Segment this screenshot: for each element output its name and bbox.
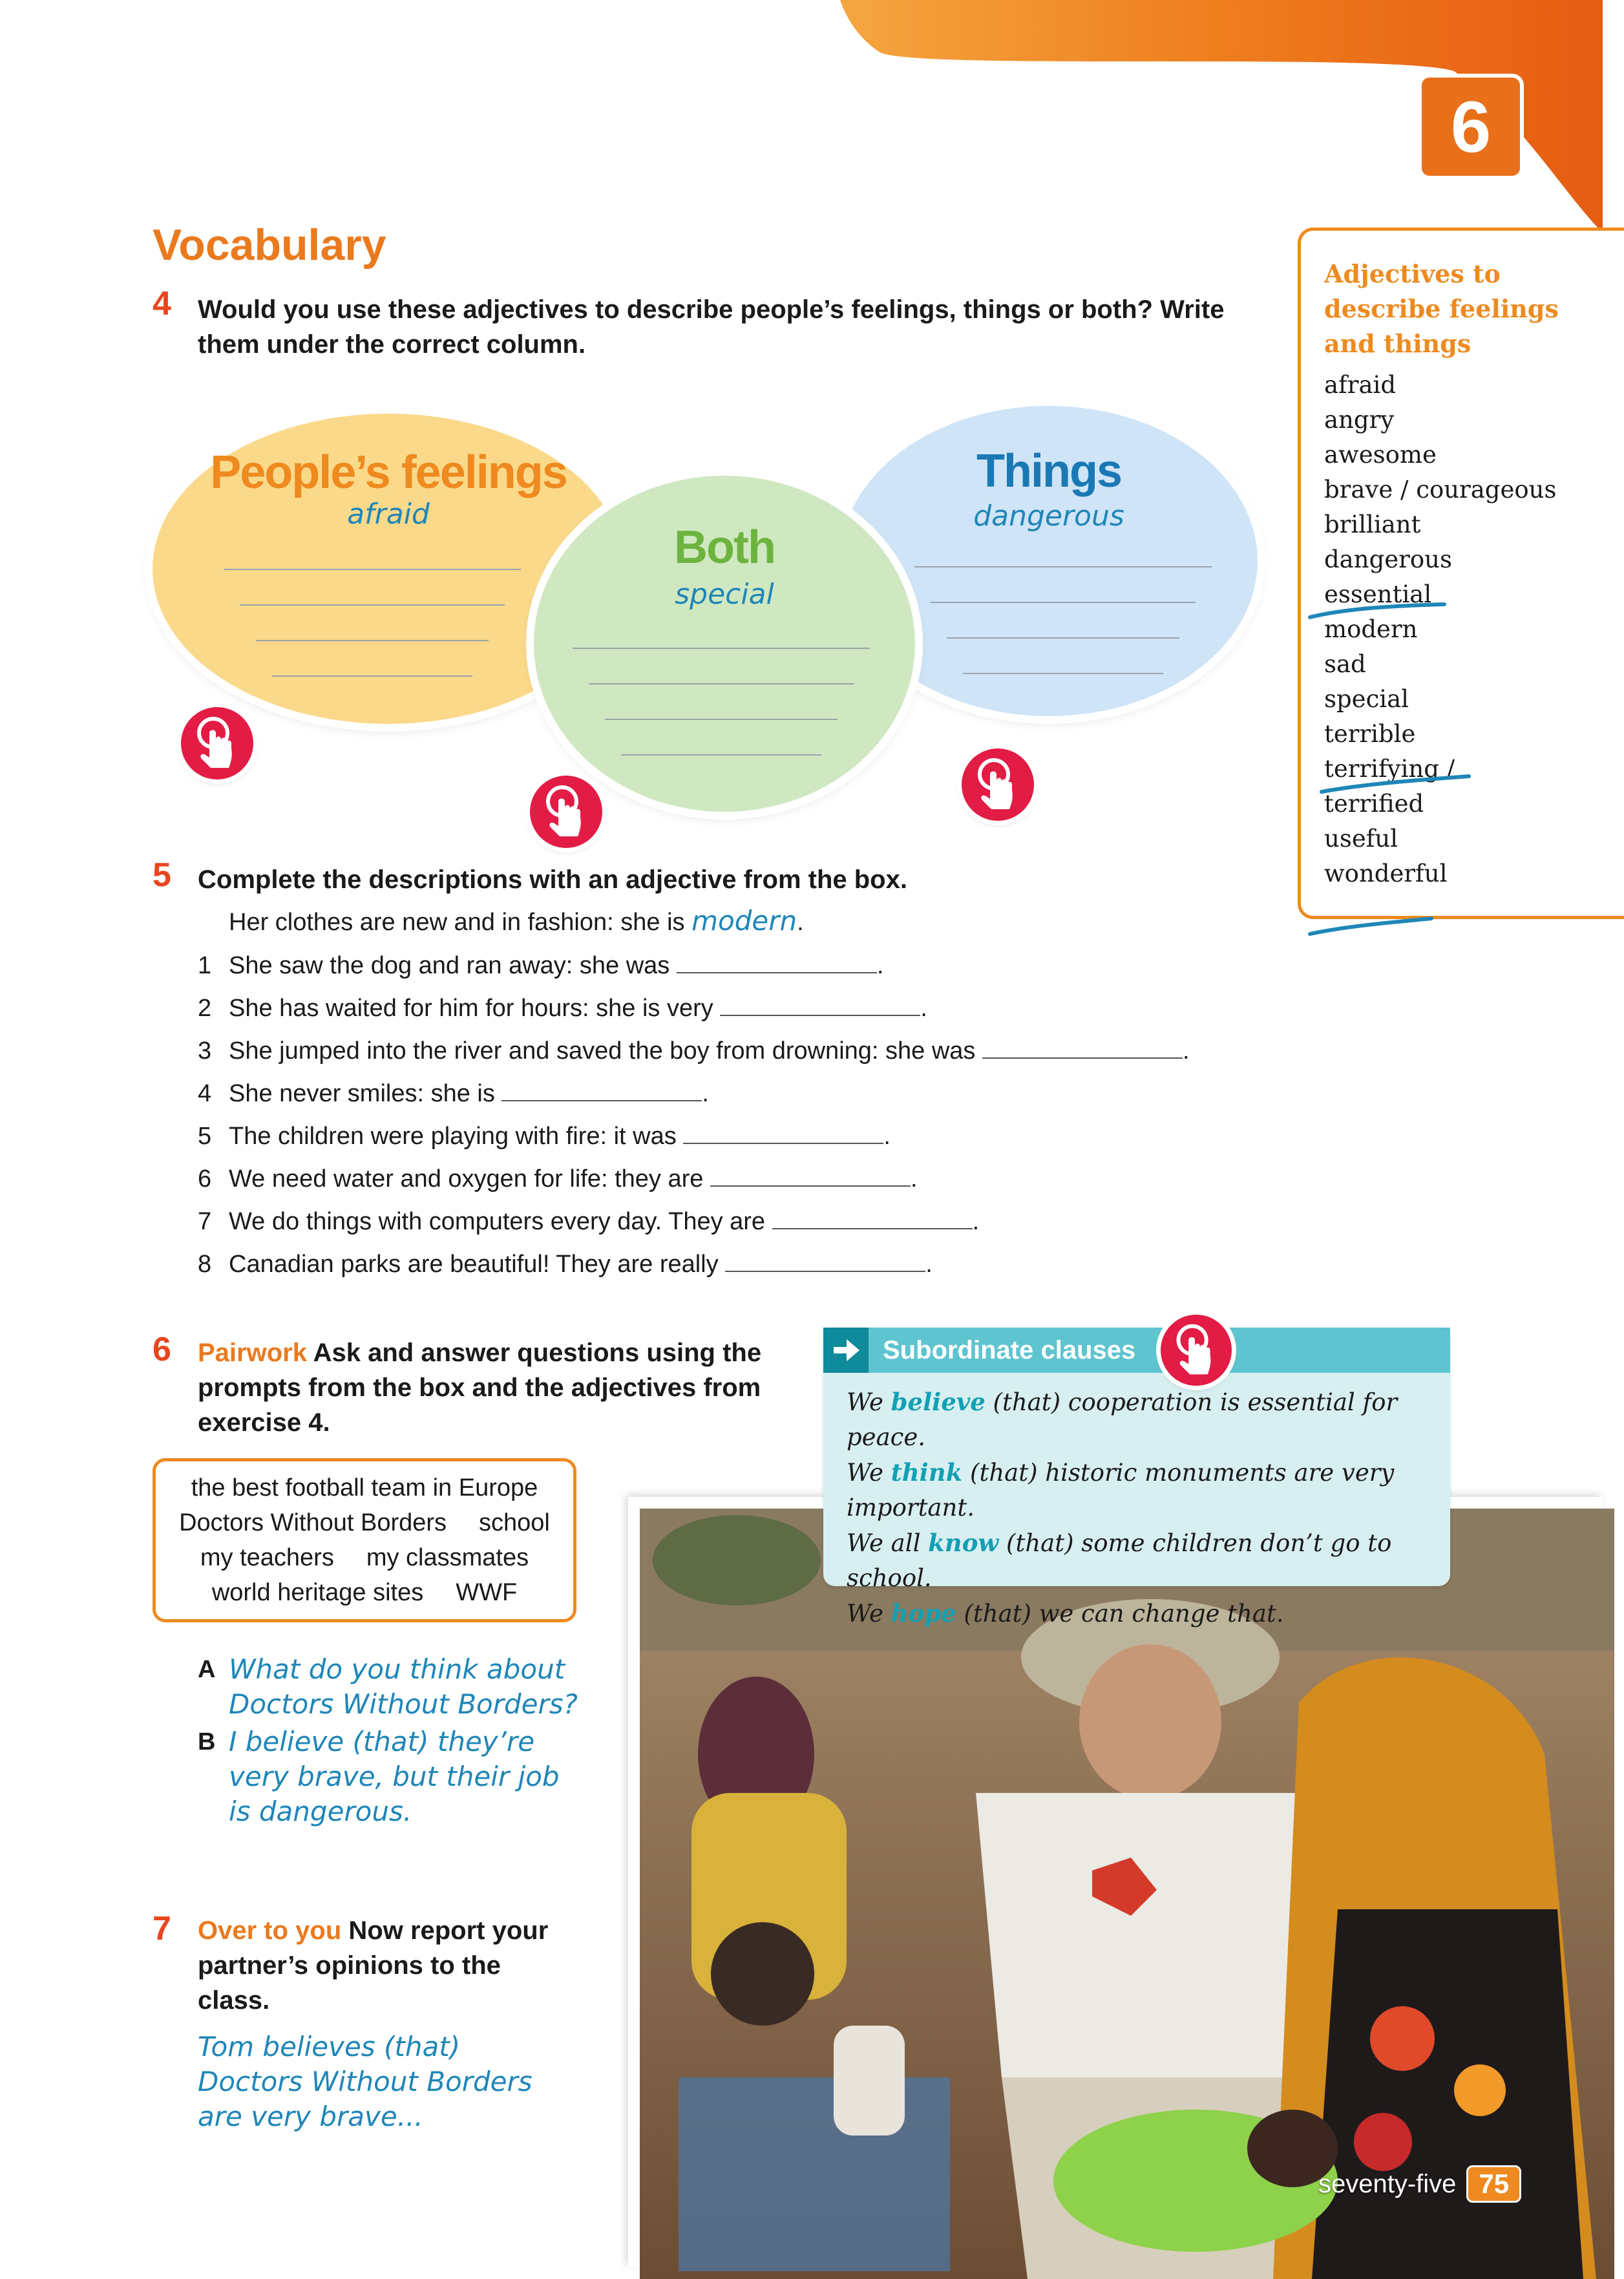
prompt-item: my teachers <box>200 1544 334 1571</box>
item-text: We do things with computers every day. They are <box>229 1208 766 1235</box>
answer-blank[interactable] <box>683 1118 883 1144</box>
page-number: 75 <box>1466 2165 1521 2203</box>
word-item: brilliant <box>1324 511 1421 538</box>
prompt-item: Doctors Without Borders <box>179 1509 447 1536</box>
circle-example: dangerous <box>973 500 1124 533</box>
answer-line[interactable] <box>914 566 1212 567</box>
pointing-hand-icon <box>962 748 1034 821</box>
item-number: 5 <box>198 1123 212 1150</box>
touch-button[interactable] <box>962 748 1034 821</box>
ex5-number: 5 <box>153 856 171 894</box>
prompt-item: WWF <box>456 1579 518 1606</box>
item-number: 1 <box>198 952 212 979</box>
grammar-box-header <box>823 1328 1450 1373</box>
word-item: dangerous <box>1324 546 1452 573</box>
example-text: Her clothes are new and in fashion: she is <box>229 909 685 936</box>
ex5-item: 6 We need water and oxygen for life: they are . <box>198 1161 1296 1203</box>
item-text: We need water and oxygen for life: they are <box>229 1165 704 1192</box>
grammar-line: We hope (that) we can change that. <box>847 1599 1284 1627</box>
dialogue-text: What do you think about Doctors Without Borders? <box>229 1653 578 1720</box>
answer-blank[interactable] <box>501 1076 702 1101</box>
prompt-item: world heritage sites <box>211 1579 424 1606</box>
answer-blank[interactable] <box>725 1246 925 1272</box>
example-answer: modern <box>691 905 797 937</box>
item-number: 7 <box>198 1208 212 1235</box>
answer-line[interactable] <box>621 754 821 756</box>
word-item: essential <box>1324 580 1432 608</box>
grammar-verb: hope <box>891 1599 956 1627</box>
ex6-instruction: Ask and answer questions using the prompts from the box and the adjectives from exercise 4. <box>198 1339 762 1437</box>
ex5-instruction: Complete the descriptions with an adjective from the box. <box>198 865 907 894</box>
ex5-item: 4 She never smiles: she is . <box>198 1076 1296 1118</box>
ex5-item: 5 The children were playing with fire: it was . <box>198 1118 1296 1161</box>
ex5-list <box>198 905 1296 1289</box>
word-box-title: Adjectives to describe feelings and things <box>1324 259 1559 358</box>
answer-blank[interactable] <box>772 1203 973 1229</box>
item-text: She saw the dog and ran away: she was <box>229 952 670 979</box>
page-footer <box>1318 2165 1521 2203</box>
answer-blank[interactable] <box>982 1033 1183 1059</box>
grammar-box <box>823 1328 1450 1627</box>
touch-button[interactable] <box>1161 1315 1232 1386</box>
strikethrough-mark <box>1319 772 1474 798</box>
answer-blank[interactable] <box>720 990 920 1016</box>
touch-button[interactable] <box>530 776 602 848</box>
item-text: The children were playing with fire: it was <box>229 1123 677 1150</box>
word-item: wonderful <box>1324 860 1448 887</box>
prompt-item: my classmates <box>366 1544 529 1571</box>
ex6-label: Pairwork <box>198 1339 307 1367</box>
unit-number-badge <box>1422 78 1520 176</box>
strikethrough-mark <box>1307 915 1437 940</box>
dialogue-text: I believe (that) they’re very brave, but their job is dangerous. <box>229 1726 560 1827</box>
grammar-box-body <box>823 1373 1450 1631</box>
word-item: special <box>1324 685 1409 713</box>
unit-number: 6 <box>1450 86 1492 167</box>
word-item: angry <box>1324 406 1395 434</box>
ex7-label: Over to you <box>198 1916 342 1945</box>
item-number: 3 <box>198 1037 212 1065</box>
ex4-number: 4 <box>153 285 171 323</box>
word-item: terrified <box>1324 790 1424 818</box>
ex6-number: 6 <box>153 1331 171 1368</box>
ex6-instruction-block <box>198 1335 792 1440</box>
ex5-example: Her clothes are new and in fashion: she is modern. <box>229 905 804 937</box>
answer-line[interactable] <box>272 675 472 677</box>
grammar-verb: think <box>891 1458 963 1487</box>
speaker: A <box>198 1656 216 1683</box>
item-number: 2 <box>198 995 212 1022</box>
circle-title: Things <box>976 445 1121 497</box>
prompt-item: school <box>479 1509 550 1536</box>
section-title: Vocabulary <box>153 220 386 270</box>
item-text: She has waited for him for hours: she is very <box>229 995 713 1022</box>
answer-line[interactable] <box>256 640 489 641</box>
item-text: She jumped into the river and saved the boy from drowning: she was <box>229 1037 976 1065</box>
word-item: awesome <box>1324 441 1437 469</box>
answer-blank[interactable] <box>677 948 877 973</box>
grammar-box-title: Subordinate clauses <box>883 1335 1136 1364</box>
answer-line[interactable] <box>605 719 838 720</box>
circle-example: afraid <box>347 498 430 531</box>
item-number: 8 <box>198 1251 212 1278</box>
word-item: sad <box>1324 650 1366 678</box>
pointing-hand-icon <box>530 776 602 848</box>
item-text: Canadian parks are beautiful! They are really <box>229 1251 719 1278</box>
ex4-instruction: Would you use these adjectives to describe people’s feelings, things or both? Write them under the correct column. <box>198 295 1225 359</box>
strikethrough-mark <box>1307 599 1450 625</box>
word-item: modern <box>1324 615 1418 643</box>
ex7-example: Tom believes (that) Doctors Without Borders are very brave... <box>198 2031 533 2132</box>
prompt-item: the best football team in Europe <box>191 1474 538 1501</box>
circle-both <box>534 476 915 812</box>
grammar-line: We all know (that) some children don’t go to school. <box>847 1529 1392 1592</box>
arrow-icon <box>823 1328 869 1373</box>
touch-button[interactable] <box>181 707 253 779</box>
dialogue <box>198 1652 585 1829</box>
answer-line[interactable] <box>931 602 1196 603</box>
answer-blank[interactable] <box>710 1161 911 1187</box>
circle-title: People’s feelings <box>210 447 567 498</box>
ex5-item: 7 We do things with computers every day. They are . <box>198 1203 1296 1246</box>
pointing-hand-icon <box>1161 1315 1232 1386</box>
word-item: afraid <box>1324 371 1397 399</box>
ex5-item: 8 Canadian parks are beautiful! They are really . <box>198 1246 1296 1289</box>
item-number: 4 <box>198 1080 212 1107</box>
ex5-item: 3 She jumped into the river and saved the boy from drowning: she was . <box>198 1033 1296 1076</box>
answer-line[interactable] <box>947 637 1179 639</box>
ex7-instruction-block <box>198 1913 560 2018</box>
ex7-number: 7 <box>153 1910 171 1947</box>
grammar-verb: know <box>928 1529 999 1557</box>
dialogue-line <box>198 1724 585 1829</box>
ex5-item: 1 She saw the dog and ran away: she was . <box>198 948 1296 990</box>
word-item: useful <box>1324 825 1398 853</box>
page-word: seventy-five <box>1318 2169 1457 2198</box>
answer-line[interactable] <box>224 569 521 570</box>
grammar-verb: believe <box>891 1388 986 1416</box>
circle-example: special <box>675 578 774 611</box>
word-item: terrifying / <box>1324 755 1455 783</box>
grammar-line: We think (that) historic monuments are very important. <box>847 1458 1395 1521</box>
dialogue-line <box>198 1652 585 1722</box>
ex5-item: 2 She has waited for him for hours: she is very . <box>198 990 1296 1033</box>
word-item: terrible <box>1324 720 1416 748</box>
pointing-hand-icon <box>181 707 253 779</box>
word-box <box>1298 228 1624 919</box>
word-list <box>1324 368 1556 891</box>
grammar-line: We believe (that) cooperation is essential for peace. <box>847 1388 1398 1451</box>
answer-line[interactable] <box>573 648 870 649</box>
answer-line[interactable] <box>240 604 505 606</box>
answer-line[interactable] <box>963 673 1163 674</box>
speaker: B <box>198 1728 216 1755</box>
word-item: brave / courageous <box>1324 476 1557 504</box>
header-decoration <box>0 0 1603 246</box>
item-text: She never smiles: she is <box>229 1080 495 1107</box>
item-number: 6 <box>198 1165 212 1192</box>
prompt-box <box>153 1458 576 1622</box>
ex7-instruction: Now report your partner’s opinions to the class. <box>198 1916 549 2015</box>
answer-line[interactable] <box>589 683 854 684</box>
circle-title: Both <box>674 522 775 573</box>
